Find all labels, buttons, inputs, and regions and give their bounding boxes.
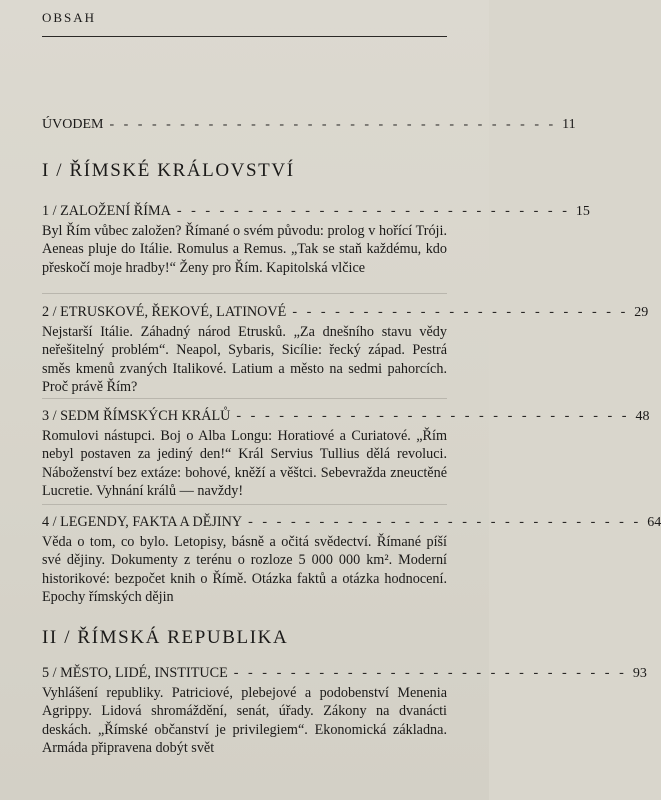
chapter-separator <box>42 293 447 294</box>
intro-page-number: 11 <box>562 117 576 132</box>
chapter-heading-row <box>42 303 649 323</box>
leader-dashes: - - - - - - - - - - - - - - - - - - - - - - - - - - - - <box>176 203 570 219</box>
part-title: I / ŘÍMSKÉ KRÁLOVSTVÍ <box>42 160 295 181</box>
chapter-heading: 4 / LEGENDY, FAKTA A DĚJINY <box>42 514 243 530</box>
chapter-page-number: 93 <box>632 666 647 681</box>
chapter-entry <box>42 202 590 277</box>
intro-label: ÚVODEM <box>42 117 104 132</box>
chapter-description: Nejstarší Itálie. Záhadný národ Etrusků. „Za dnešního stavu vědy neřešitelný problém“. Neapol, Sybaris, Sicílie: řecký západ. Pestrá směs kmenů zvaných Italikové. Latium a město na sedmi pahorcích. Proč právě Řím? <box>42 323 447 396</box>
chapter-heading-row <box>42 513 661 533</box>
chapter-entry <box>42 513 661 607</box>
page-title: OBSAH <box>42 10 97 25</box>
leader-dashes: - - - - - - - - - - - - - - - - - - - - - - - - <box>292 304 629 320</box>
chapter-description: Věda o tom, co bylo. Letopisy, básně a očitá svědectví. Římané píší své dějiny. Dokumenty z terénu o rozloze 5 000 000 km². Moderní historikové: bezpočet knih o Římě. Otázka faktů a otázka hodnocení. Epochy římských dějin <box>42 533 447 606</box>
leader-dashes: - - - - - - - - - - - - - - - - - - - - - - - - - - - - <box>248 514 642 530</box>
chapter-heading-row <box>42 407 650 427</box>
page-header <box>42 10 447 26</box>
header-rule <box>42 36 447 37</box>
part-title: II / ŘÍMSKÁ REPUBLIKA <box>42 627 289 648</box>
chapter-page-number: 15 <box>575 204 590 219</box>
chapter-entry <box>42 303 649 397</box>
intro-entry <box>42 117 576 133</box>
chapter-heading-row <box>42 664 647 684</box>
chapter-entry <box>42 407 650 501</box>
chapter-heading: 3 / SEDM ŘÍMSKÝCH KRÁLŮ <box>42 408 231 424</box>
chapter-heading: 5 / MĚSTO, LIDÉ, INSTITUCE <box>42 665 228 681</box>
chapter-page-number: 29 <box>634 305 649 320</box>
chapter-entry <box>42 664 647 758</box>
chapter-heading-row <box>42 202 590 222</box>
chapter-heading: 2 / ETRUSKOVÉ, ŘEKOVÉ, LATINOVÉ <box>42 304 287 320</box>
chapter-heading: 1 / ZALOŽENÍ ŘÍMA <box>42 203 171 219</box>
chapter-page-number: 48 <box>635 409 650 424</box>
leader-dashes: - - - - - - - - - - - - - - - - - - - - - - - - - - - - <box>233 665 627 681</box>
chapter-separator <box>42 398 447 399</box>
chapter-description: Byl Řím vůbec založen? Římané o svém původu: prolog v hořící Tróji. Aeneas pluje do Itálie. Romulus a Remus. „Tak se staň každému, kdo přeskočí moje hradby!“ Ženy pro Řím. Kapitolská vlčice <box>42 222 447 276</box>
leader-dashes: - - - - - - - - - - - - - - - - - - - - - - - - - - - - <box>236 408 630 424</box>
chapter-description: Vyhlášení republiky. Patriciové, plebejové a podobenství Menenia Agrippy. Lidová shromáždění, senát, úřady. Zákony na dvanácti deskách. „Římské občanství je privilegiem“. Ekonomická základna. Armáda připravena dobýt svět <box>42 684 447 757</box>
chapter-description: Romulovi nástupci. Boj o Alba Longu: Horatiové a Curiatové. „Řím nebyl postaven za jediný den!“ Král Servius Tullius dělá revoluci. Náboženství bez extáze: bohové, kněží a věštci. Sebevražda zneuctěné Lucretie. Vyhnání králů — navždy! <box>42 427 447 500</box>
chapter-separator <box>42 504 447 505</box>
leader-dashes: - - - - - - - - - - - - - - - - - - - - - - - - - - - - - - - - <box>109 117 557 132</box>
chapter-page-number: 64 <box>647 515 661 530</box>
